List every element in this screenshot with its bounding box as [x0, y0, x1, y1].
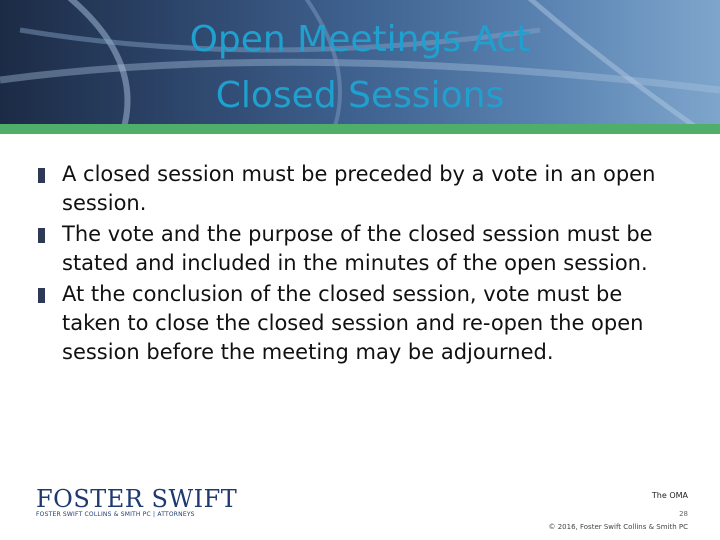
bullet-text: At the conclusion of the closed session, vote must be taken to close the closed session and re-open the open session before the meeting may be adjourned. [62, 282, 644, 364]
logo-tagline: FOSTER SWIFT COLLINS & SMITH PC | ATTORNEYS [36, 511, 195, 518]
bullet-marker-icon [38, 228, 45, 243]
logo-wordmark: FOSTER SWIFT [36, 485, 238, 513]
header-banner [0, 0, 720, 124]
footer-topic: The OMA [651, 491, 688, 500]
bullet-text: A closed session must be preceded by a vote in an open session. [62, 162, 656, 215]
bullet-marker-icon [38, 168, 45, 183]
slide-title-line-2: Closed Sessions [215, 75, 505, 116]
bullet-list [38, 160, 678, 367]
bullet-marker-icon [38, 288, 45, 303]
bullet-item [38, 220, 678, 278]
page-number: 28 [679, 510, 688, 518]
foster-swift-logo [36, 486, 256, 518]
bullet-item [38, 280, 678, 367]
copyright-notice: © 2016, Foster Swift Collins & Smith PC [548, 523, 688, 531]
bullet-text: The vote and the purpose of the closed session must be stated and included in the minutes of the open session. [62, 222, 653, 275]
accent-bar [0, 124, 720, 134]
slide-title-line-1: Open Meetings Act [189, 19, 531, 60]
bullet-item [38, 160, 678, 218]
